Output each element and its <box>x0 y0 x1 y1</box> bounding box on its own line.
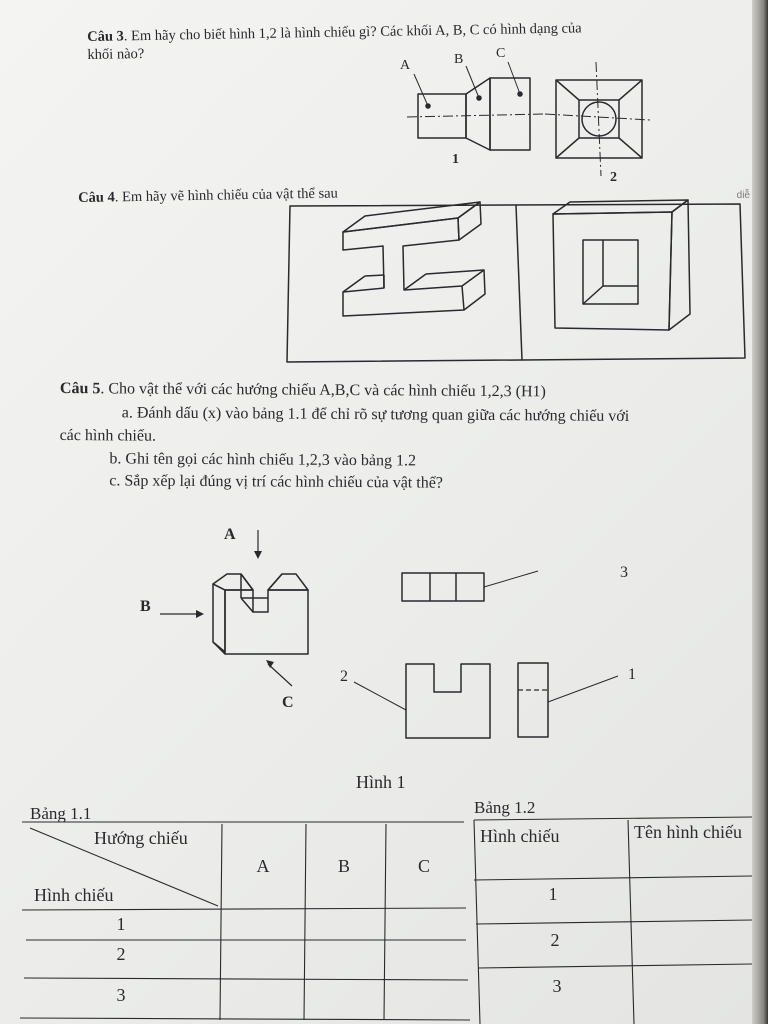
question-4-label: Câu 4 <box>78 189 115 206</box>
book-spine-edge <box>752 0 768 1024</box>
question-3-line2: khối nào? <box>87 46 145 63</box>
table-1-1-title: Bảng 1.1 <box>30 804 92 823</box>
q3-label-c: C <box>496 46 506 61</box>
table-1-1-row-1: 1 <box>116 914 126 934</box>
q3-label-a: A <box>400 58 411 73</box>
table-1-1-header-top: Hướng chiếu <box>94 828 188 848</box>
question-5b: b. Ghi tên gọi các hình chiếu 1,2,3 vào bảng 1.2 <box>109 450 417 470</box>
figure1-projection-1 <box>518 663 618 737</box>
question-4-body: . Em hãy vẽ hình chiếu của vật thể sau <box>114 185 338 206</box>
table-1-1-col-b: B <box>337 856 350 876</box>
table-1-1-col-a: A <box>256 856 270 876</box>
question-5a-line1: a. Đánh dấu (x) vào bảng 1.1 để chỉ rõ sự tương quan giữa các hướng chiếu với <box>121 404 630 425</box>
question-5a-line2: các hình chiếu. <box>59 426 157 445</box>
question-3-line1: . Em hãy cho biết hình 1,2 là hình chiếu gì? Các khối A, B, C có hình dạng của <box>123 20 582 45</box>
table-1-2-title: Bảng 1.2 <box>474 798 536 817</box>
direction-label-a: A <box>224 526 236 543</box>
q4-h-beam-object <box>343 202 485 316</box>
table-1-2-row-2: 2 <box>550 930 560 950</box>
table-1-2-row-3: 3 <box>552 976 562 996</box>
direction-label-b: B <box>140 598 151 615</box>
table-1-1-col-c: C <box>417 856 430 876</box>
question-5c: c. Sắp xếp lại đúng vị trí các hình chiếu của vật thể? <box>109 472 443 492</box>
projection-label-1: 1 <box>628 666 636 683</box>
side-page-text: diễ <box>736 190 750 201</box>
projection-label-3: 3 <box>620 564 628 581</box>
table-1-1-row-2: 2 <box>116 944 126 964</box>
figure1-isometric-object <box>160 530 308 686</box>
projection-label-2: 2 <box>340 668 348 685</box>
direction-label-c: C <box>282 694 294 711</box>
table-1-1-header-bottom: Hình chiếu <box>34 885 114 905</box>
table-1-1-row-3: 3 <box>116 985 126 1005</box>
table-1-2-col-2: Tên hình chiếu <box>634 822 742 842</box>
q3-projection-2 <box>545 62 650 176</box>
question-5-label: Câu 5 <box>59 379 101 398</box>
q3-label-1: 1 <box>452 152 459 167</box>
figure-1-caption: Hình 1 <box>356 772 406 792</box>
q4-hollow-block-object <box>553 200 690 330</box>
q3-label-2: 2 <box>610 170 617 185</box>
question-3-label: Câu 3 <box>87 28 124 45</box>
figure1-projection-2 <box>354 664 490 738</box>
question-5-intro-text: . Cho vật thể với các hướng chiếu A,B,C và các hình chiếu 1,2,3 (H1) <box>100 380 546 401</box>
table-1-2-row-1: 1 <box>548 884 558 904</box>
figure1-projection-3 <box>402 571 538 601</box>
q3-projection-1 <box>407 62 545 150</box>
table-1-2-col-1: Hình chiếu <box>480 826 560 846</box>
q3-label-b: B <box>454 52 464 67</box>
